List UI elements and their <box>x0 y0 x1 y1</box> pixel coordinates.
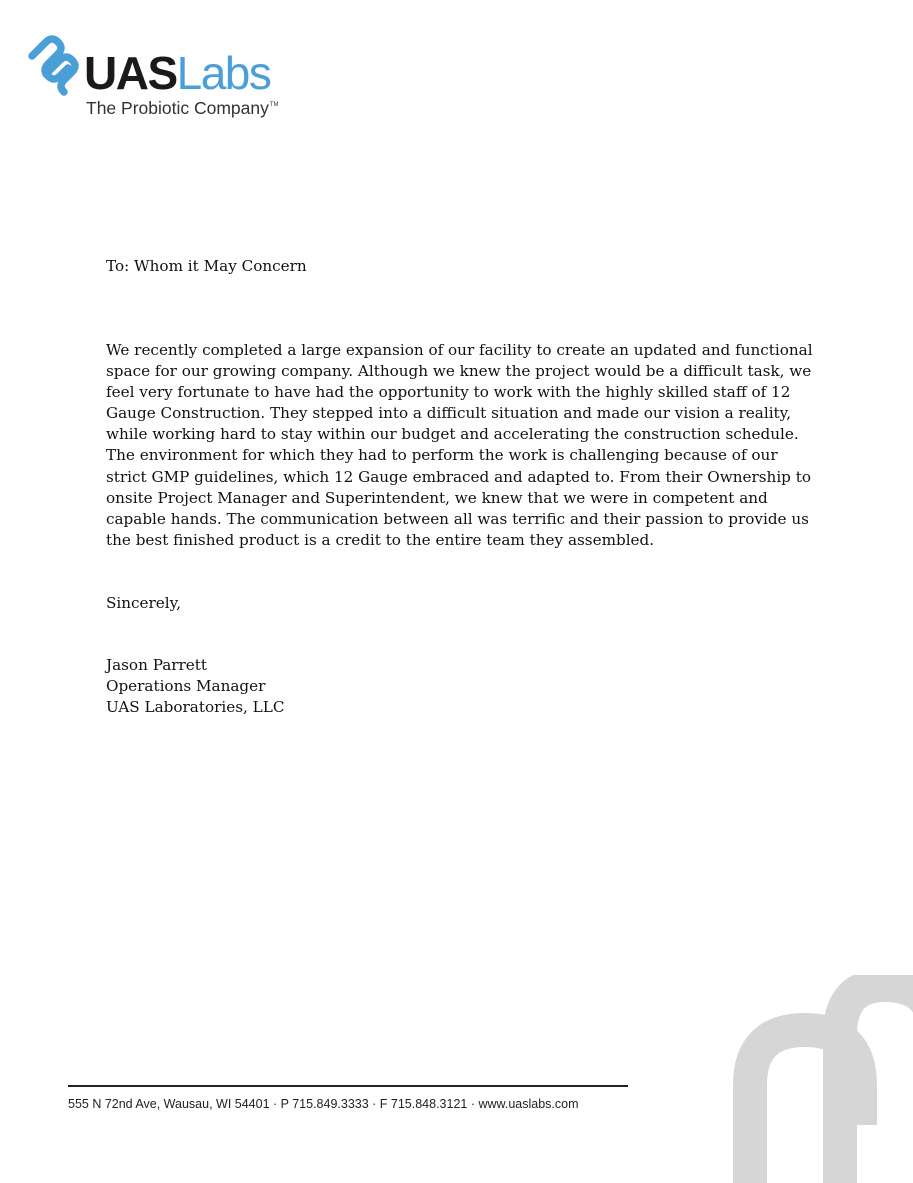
trademark-symbol: TM <box>269 102 279 108</box>
logo-wordmark-light: Labs <box>176 47 271 99</box>
closing: Sincerely, <box>106 593 182 612</box>
footer-address: 555 N 72nd Ave, Wausau, WI 54401 · P 715.849.3333 · F 715.848.3121 · www.uaslabs.com <box>68 1097 579 1111</box>
logo-wordmark <box>84 47 271 99</box>
signer-title: Operations Manager <box>106 676 266 695</box>
letter-content <box>106 254 816 718</box>
footer-divider <box>68 1085 628 1087</box>
uas-labs-watermark-icon <box>720 975 913 1183</box>
logo-tagline <box>86 98 279 119</box>
logo-wordmark-bold: UAS <box>84 47 177 99</box>
signer-company: UAS Laboratories, LLC <box>106 697 285 716</box>
tagline-text: The Probiotic Company <box>86 98 269 118</box>
salutation: To: Whom it May Concern <box>106 257 307 275</box>
signature-block <box>106 655 816 718</box>
company-logo <box>26 32 306 127</box>
signer-name: Jason Parrett <box>106 655 207 674</box>
uas-labs-logo-icon <box>26 34 88 96</box>
letter-body: We recently completed a large expansion of our facility to create an updated and functional space for our growing company. Although we knew the project would be a difficult task, we feel very fortunate to have had the opportunity to work with the highly skilled staff of 12 Gauge Construction. They stepped into a difficult situation and made our vision a reality, while working hard to stay within our budget and accelerating the construction schedule. The environment for which they had to perform the work is challenging because of our strict GMP guidelines, which 12 Gauge embraced and adapted to. From their Ownership to onsite Project Manager and Superintendent, we knew that we were in competent and capable hands. The communication between all was terrific and their passion to provide us the best finished product is a credit to the entire team they assembled. <box>106 341 813 549</box>
